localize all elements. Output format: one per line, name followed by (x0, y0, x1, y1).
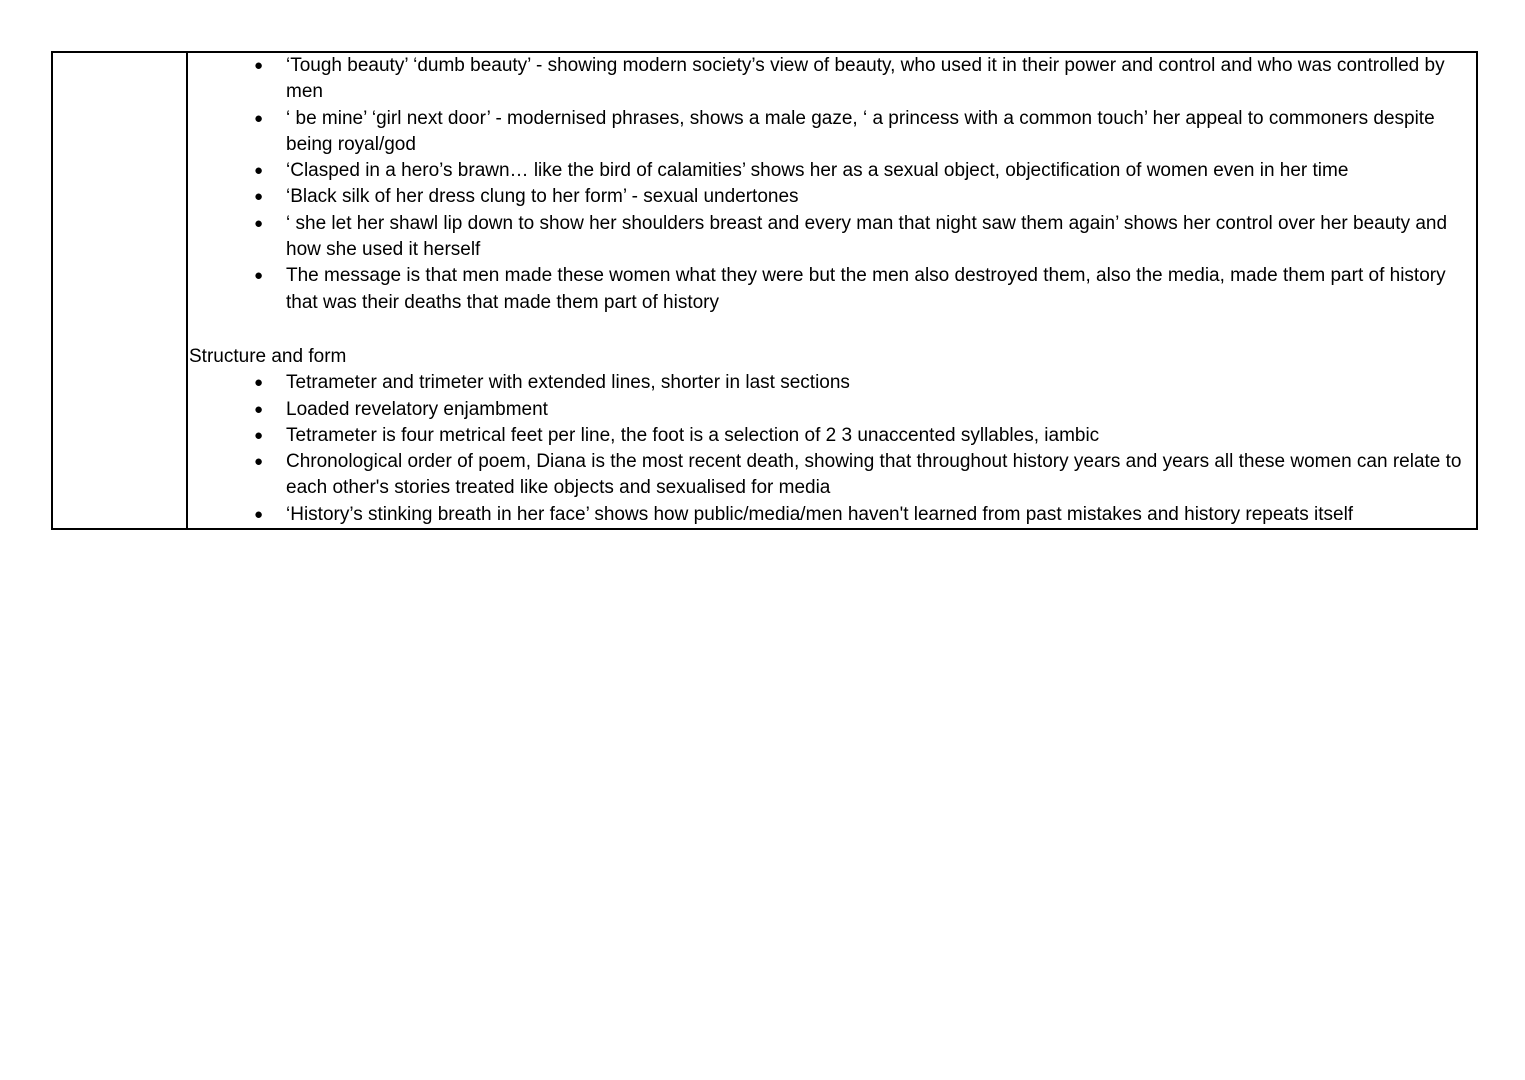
structure-point-text: Chronological order of poem, Diana is the most recent death, showing that throughout history years and years all these women can relate to each other's stories treated like objects and sexualised for media (286, 451, 1462, 499)
analysis-point-text: The message is that men made these women what they were but the men also destroyed them, also the media, made them part of history that was their deaths that made them part of history (286, 265, 1446, 313)
list-item (188, 397, 1476, 423)
analysis-point-text: ‘Clasped in a hero’s brawn… like the bird of calamities’ shows her as a sexual object, objectification of women even in her time (286, 160, 1349, 182)
bullet-icon: ● (254, 109, 264, 127)
bullet-icon: ● (254, 374, 264, 392)
list-item (188, 263, 1476, 316)
list-item (188, 502, 1476, 528)
structure-point-text: ‘History’s stinking breath in her face’ shows how public/media/men haven't learned from past mistakes and history repeats itself (286, 503, 1354, 525)
structure-point-text: Tetrameter and trimeter with extended lines, shorter in last sections (286, 372, 850, 394)
bullet-icon: ● (254, 426, 264, 444)
notes-content-cell (187, 52, 1477, 529)
left-column-cell (52, 52, 187, 529)
list-item (188, 158, 1476, 184)
notes-table (51, 51, 1478, 530)
bullet-icon: ● (254, 267, 264, 285)
analysis-point-text: ‘Tough beauty’ ‘dumb beauty’ - showing modern society’s view of beauty, who used it in their power and control and who was controlled by men (286, 55, 1445, 103)
analysis-list (188, 53, 1476, 316)
list-item (188, 211, 1476, 264)
analysis-point-text: ‘ be mine’ ‘girl next door’ - modernised phrases, shows a male gaze, ‘ a princess with a common touch’ her appeal to commoners despite being royal/god (286, 107, 1435, 155)
structure-point-text: Tetrameter is four metrical feet per line, the foot is a selection of 2 3 unaccented syllables, iambic (286, 424, 1100, 446)
bullet-icon: ● (254, 505, 264, 523)
structure-list (188, 370, 1476, 528)
list-item (188, 449, 1476, 502)
bullet-icon: ● (254, 453, 264, 471)
structure-point-text: Loaded revelatory enjambment (286, 398, 548, 420)
bullet-icon: ● (254, 400, 264, 418)
list-item (188, 370, 1476, 396)
list-item (188, 184, 1476, 210)
analysis-point-text: ‘ she let her shawl lip down to show her shoulders breast and every man that night saw them again’ shows her control over her beauty and how she used it herself (286, 212, 1448, 261)
bullet-icon: ● (254, 188, 264, 206)
list-item (188, 423, 1476, 449)
structure-heading: Structure and form (189, 345, 347, 367)
analysis-point-text: ‘Black silk of her dress clung to her form’ - sexual undertones (286, 186, 799, 208)
bullet-icon: ● (254, 162, 264, 180)
bullet-icon: ● (254, 57, 264, 74)
table-row (52, 52, 1477, 529)
list-item (188, 106, 1476, 159)
bullet-icon: ● (254, 214, 264, 232)
list-item (188, 53, 1476, 106)
